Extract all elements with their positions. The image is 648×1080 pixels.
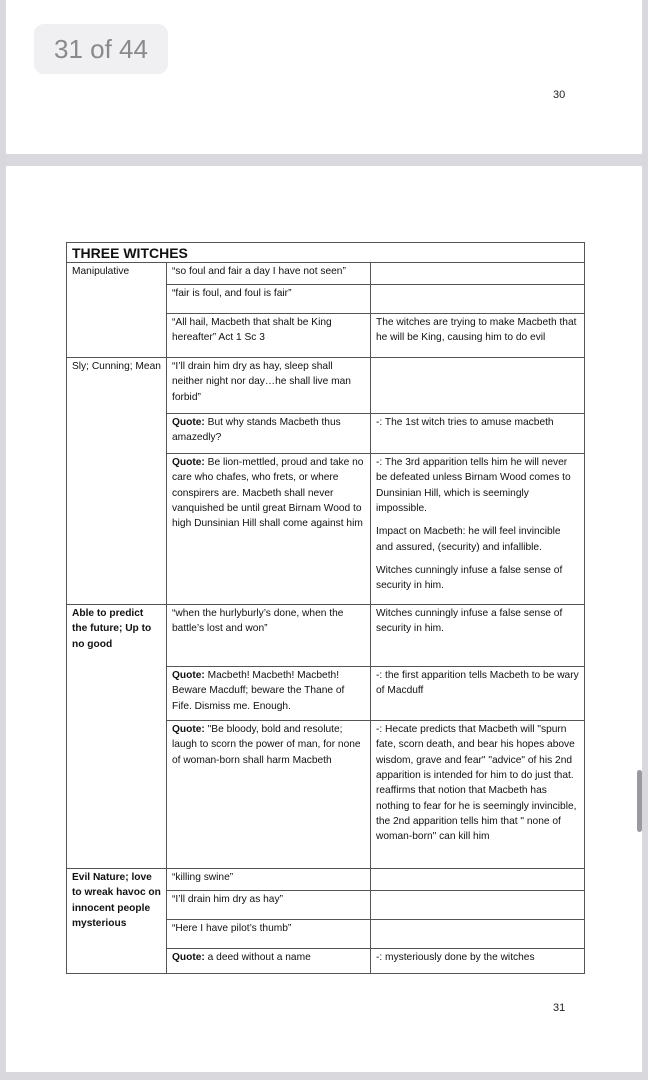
quote-label: Quote: (172, 457, 205, 469)
analysis-cell (371, 358, 585, 414)
quote-cell (167, 454, 371, 605)
current-page-number: 31 (553, 1002, 566, 1014)
analysis-cell (371, 263, 585, 285)
quote-cell (167, 605, 371, 667)
scrollbar-thumb[interactable] (637, 770, 642, 832)
quote-cell (167, 869, 371, 891)
quote-cell (167, 358, 371, 414)
table-row (67, 358, 585, 414)
quote-cell (167, 414, 371, 454)
quote-text: “when the hurlyburly’s done, when the battle’s lost and won” (172, 608, 344, 635)
analysis-cell (371, 891, 585, 920)
quote-text: But why stands Macbeth thus amazedly? (172, 417, 341, 444)
analysis-note: The witches are trying to make Macbeth that he will be King, causing him to do evil (376, 317, 577, 344)
analysis-cell (371, 314, 585, 358)
quote-text: “killing swine” (172, 872, 234, 884)
table-row (67, 263, 585, 285)
quote-label: Quote: (172, 724, 205, 736)
analysis-note: -: The 3rd apparition tells him he will never be defeated unless Birnam Wood comes to Dunsinian Hill, which is seemingly impossible. (376, 457, 571, 515)
quote-label: Quote: (172, 417, 205, 429)
trait-cell: Manipulative (67, 263, 167, 358)
analysis-note: -: The 1st witch tries to amuse macbeth (376, 417, 554, 429)
analysis-cell (371, 721, 585, 869)
analysis-cell (371, 869, 585, 891)
quote-cell (167, 891, 371, 920)
quote-text: “so foul and fair a day I have not seen” (172, 266, 346, 278)
quote-cell (167, 949, 371, 974)
quote-text: "Be bloody, bold and resolute; laugh to scorn the power of man, for none of woman-born shall harm Macbeth (172, 724, 361, 766)
analysis-note: -: the first apparition tells Macbeth to be wary of Macduff (376, 670, 579, 697)
quote-cell (167, 667, 371, 721)
quote-text: Be lion-mettled, proud and take no care who chafes, who frets, or where conspirers are. Macbeth shall never vanquished be until great Birnam Wood to high Dunsinian Hill shall come against him (172, 457, 364, 530)
quote-cell (167, 920, 371, 949)
analysis-cell (371, 667, 585, 721)
analysis-cell (371, 454, 585, 605)
page-indicator: 31 of 44 (34, 24, 168, 74)
quote-text: “I’ll drain him dry as hay” (172, 894, 283, 906)
quote-cell (167, 314, 371, 358)
analysis-cell (371, 285, 585, 314)
quote-text: “All hail, Macbeth that shalt be King hereafter” Act 1 Sc 3 (172, 317, 332, 344)
quote-text: “fair is foul, and foul is fair” (172, 288, 292, 300)
analysis-note: Witches cunningly infuse a false sense of security in him. (376, 608, 563, 635)
analysis-cell (371, 949, 585, 974)
quote-text: “I’ll drain him dry as hay, sleep shall neither night nor day…he shall live man forbid” (172, 361, 351, 403)
three-witches-table (66, 242, 585, 974)
analysis-note: -: mysteriously done by the witches (376, 952, 535, 964)
analysis-cell (371, 605, 585, 667)
analysis-note: Witches cunningly infuse a false sense of security in him. (376, 564, 563, 592)
trait-cell: Able to predict the future; Up to no good (67, 605, 167, 869)
analysis-note: Impact on Macbeth: he will feel invincible and assured, (security) and infallible. (376, 526, 561, 553)
quote-cell (167, 285, 371, 314)
trait-cell: Evil Nature; love to wreak havoc on innocent people mysterious (67, 869, 167, 974)
quote-text: Macbeth! Macbeth! Macbeth! Beware Macduff; beware the Thane of Fife. Dismiss me. Enough. (172, 670, 345, 712)
analysis-note: -: Hecate predicts that Macbeth will "spurn fate, scorn death, and bear his hopes above wisdom, grave and fear" "advice" of his 2nd apparition is intended for him to do just that. reaffirms that notion that Macbeth has nothing to fear for he is seemingly invincible, the 2nd apparition tells him that " none of woman-born" can kill him (376, 724, 577, 843)
trait-cell: Sly; Cunning; Mean (67, 358, 167, 605)
quote-label: Quote: (172, 952, 205, 964)
table-row (67, 869, 585, 891)
previous-page-number: 30 (553, 89, 566, 101)
analysis-cell (371, 920, 585, 949)
quote-label: Quote: (172, 670, 205, 682)
analysis-cell (371, 414, 585, 454)
table-title: THREE WITCHES (67, 243, 585, 263)
quote-text: “Here I have pilot’s thumb” (172, 923, 292, 935)
table-row (67, 605, 585, 667)
quote-cell (167, 263, 371, 285)
quote-text: a deed without a name (204, 952, 311, 964)
quote-cell (167, 721, 371, 869)
